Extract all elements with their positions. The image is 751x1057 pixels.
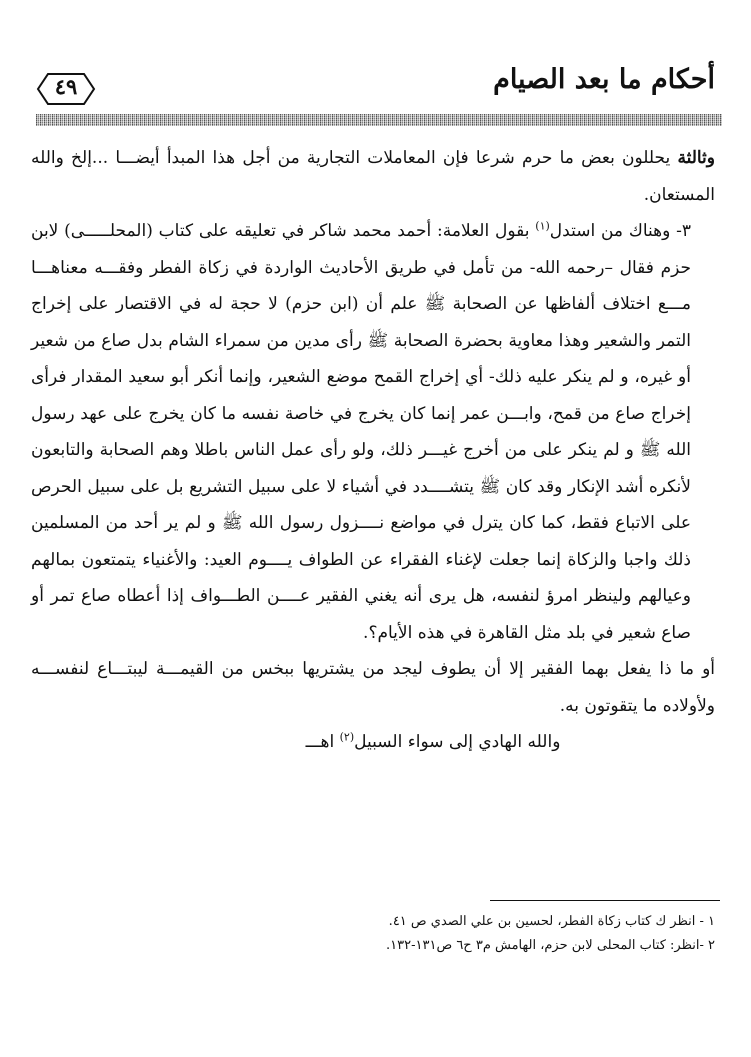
footnote-ref-2[interactable]: (٢) — [339, 730, 355, 744]
main-text — [31, 140, 715, 761]
paragraph-1-lead: وثالثة — [677, 148, 715, 168]
footnote-2: ٢ -انظر: كتاب المحلى لابن حزم، الهامش م٣ ح٦ ص١٣١-١٣٢. — [386, 938, 715, 953]
paragraph-3-text: أو ما ذا يفعل بهما الفقير إلا أن يطوف ليجد من يشتريها ببخس من القيمـــة ليبتـــاع لنفســـه ولأولاده ما يتقوتون به. — [31, 659, 715, 716]
running-title: أحكام ما بعد الصيام — [493, 64, 715, 95]
closing-text: والله الهادي إلى سواء السبيل — [354, 732, 561, 752]
footnote-1: ١ - انظر ك كتاب زكاة الفطر، لحسين بن علي الصدي ص ٤١. — [388, 914, 715, 929]
paragraph-2-text: بقول العلامة: أحمد محمد شاكر في تعليقه على كتاب (المحلـــــى) لابن حزم فقال –رحمه الله- من تأمل في طريق الأحاديث الواردة في زكاة الفطر وفقـــه معناهـــا مـــع اختلاف ألفاظها عن الصحابة ﷺ علم أن (ابن حزم) لا حجة له في الاقتصار على إخراج التمر والشعير وهذا معاوية بحضرة الصحابة ﷺ رأى مدين من سمراء الشام بدل صاع من شعير أو غيره، و لم ينكر عليه ذلك- أي إخراج القمح موضع الشعير، وإنما أنكر أبو سعيد المقدار فرأى إخراج صاع من قمح، وابـــن عمر إنما كان يخرج في خاصة نفسه ما كان يخرج على عهد رسول الله ﷺ و لم ينكر على من أخرج غيـــر ذلك، ولو رأى عمل الناس باطلا وهم الصحابة والتابعون لأنكره أشد الإنكار وقد كان ﷺ يتشــــدد في أشياء لا على سبيل التشريع بل على سبيل الحرص على الاتباع فقط، كما كان يترل في مواضع نــــزول رسول الله ﷺ و لم ير أحد من المسلمين ذلك واجبا والزكاة إنما جعلت لإغناء الفقراء عن الطواف يــــوم العيد: والأغنياء يتمتعون بمالهم وعيالهم ولينظر امرؤ لنفسه، هل يرى أنه يغني الفقير عــــن الطـــواف إذا أعطاه صاع تمر أو صاع شعير في بلد مثل القاهرة في هذه الأيام؟. — [31, 221, 691, 643]
page-number: ٤٩ — [54, 74, 78, 99]
closing-suffix: اهـــ — [305, 732, 340, 752]
paragraph-1 — [31, 140, 715, 213]
paragraph-2-start: ٣- وهناك من استدل — [549, 221, 691, 241]
page-number-badge — [36, 72, 96, 106]
footnotes — [31, 910, 715, 958]
paragraph-3 — [31, 651, 715, 724]
footnote-divider — [490, 900, 720, 901]
header-divider — [36, 114, 722, 126]
closing-line — [31, 724, 715, 761]
paragraph-2 — [31, 213, 715, 651]
paragraph-1-text: يحللون بعض ما حرم شرعا فإن المعاملات التجارية من أجل هذا المبدأ أيضـــا ...إلخ والله المستعان. — [31, 148, 715, 205]
footnote-ref-1[interactable]: (١) — [535, 219, 550, 233]
